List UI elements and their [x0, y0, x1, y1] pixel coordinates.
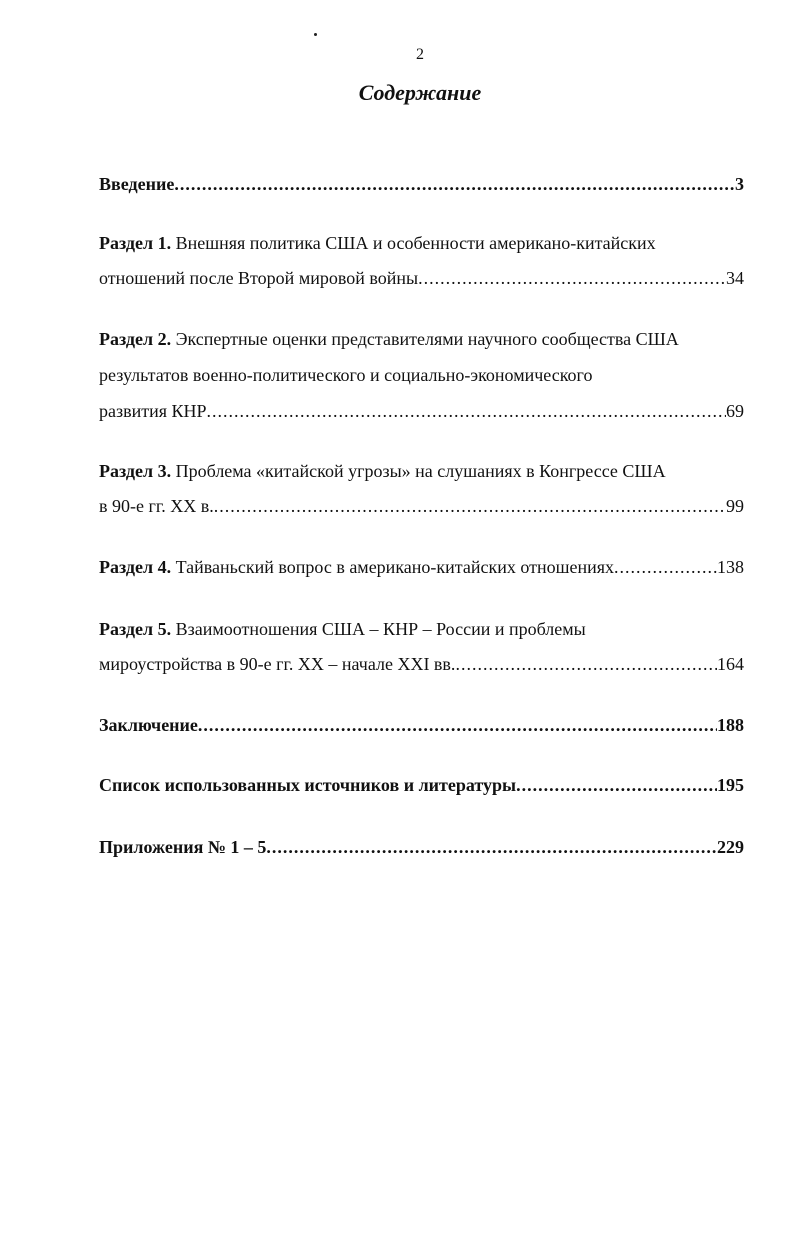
toc-entry-conclusion: [99, 713, 744, 737]
toc-entry-section-5-continued: [99, 652, 744, 676]
section-label: Раздел 4.: [99, 557, 172, 577]
toc-entry-sources: [99, 773, 744, 797]
section-title-line: в 90-е гг. XX в.: [99, 496, 214, 516]
dot-leader: [207, 399, 726, 423]
section-label: Раздел 1.: [99, 233, 172, 253]
toc-entry-section-2-end: [99, 399, 744, 423]
toc-entry-title: Приложения № 1 – 5: [99, 837, 267, 857]
toc-entry-section-1-continued: [99, 266, 744, 290]
toc-page-number: 195: [717, 775, 744, 795]
section-label: Раздел 2.: [99, 329, 172, 349]
scan-speck: [314, 33, 317, 36]
toc-entry-appendix: [99, 835, 744, 859]
dot-leader: [214, 494, 726, 518]
section-title-line: Тайваньский вопрос в американо-китайских отношениях: [175, 557, 615, 577]
toc-entry-title: Введение: [99, 174, 175, 194]
dot-leader: [418, 266, 726, 290]
toc-entry-section-5: [99, 617, 744, 641]
section-title-line: развития КНР: [99, 401, 207, 421]
toc-page-number: 3: [735, 174, 744, 194]
dot-leader: [614, 555, 717, 579]
toc-entry-section-3: [99, 459, 744, 483]
section-title-line: Взаимоотношения США – КНР – России и проблемы: [175, 619, 586, 639]
section-title-line: Внешняя политика США и особенности американо-китайских: [175, 233, 656, 253]
section-label: Раздел 3.: [99, 461, 172, 481]
toc-entry-section-4: [99, 555, 744, 579]
toc-page-number: 138: [717, 557, 744, 577]
toc-page-number: 229: [717, 837, 744, 857]
toc-entry-section-3-continued: [99, 494, 744, 518]
section-title-line: Проблема «китайской угрозы» на слушаниях в Конгрессе США: [175, 461, 666, 481]
toc-entry-title: Список использованных источников и литературы: [99, 775, 517, 795]
toc-page-number: 164: [717, 654, 744, 674]
section-label: Раздел 5.: [99, 619, 172, 639]
dot-leader: [174, 172, 735, 196]
toc-entry-title: Заключение: [99, 715, 198, 735]
toc-entry-title: [99, 555, 614, 579]
dot-leader: [516, 773, 717, 797]
dot-leader: [455, 652, 717, 676]
dot-leader: [198, 713, 717, 737]
dot-leader: [266, 835, 717, 859]
section-title-line: отношений после Второй мировой войны: [99, 268, 419, 288]
toc-page-number: 34: [726, 268, 744, 288]
section-title-line: мироустройства в 90-е гг. XX – начале XXI вв.: [99, 654, 456, 674]
toc-page-number: 99: [726, 496, 744, 516]
page-number: 2: [416, 46, 424, 63]
toc-entry-section-1: [99, 231, 744, 255]
toc-page-number: 69: [726, 401, 744, 421]
toc-entry-section-2: [99, 327, 744, 351]
section-title-line: Экспертные оценки представителями научного сообщества США: [175, 329, 679, 349]
toc-entry-introduction: [99, 172, 744, 196]
section-title-line: результатов военно-политического и социально-экономического: [99, 365, 593, 385]
toc-page-number: 188: [717, 715, 744, 735]
page-title: Содержание: [358, 80, 482, 105]
toc-entry-section-2-continued: [99, 363, 744, 387]
